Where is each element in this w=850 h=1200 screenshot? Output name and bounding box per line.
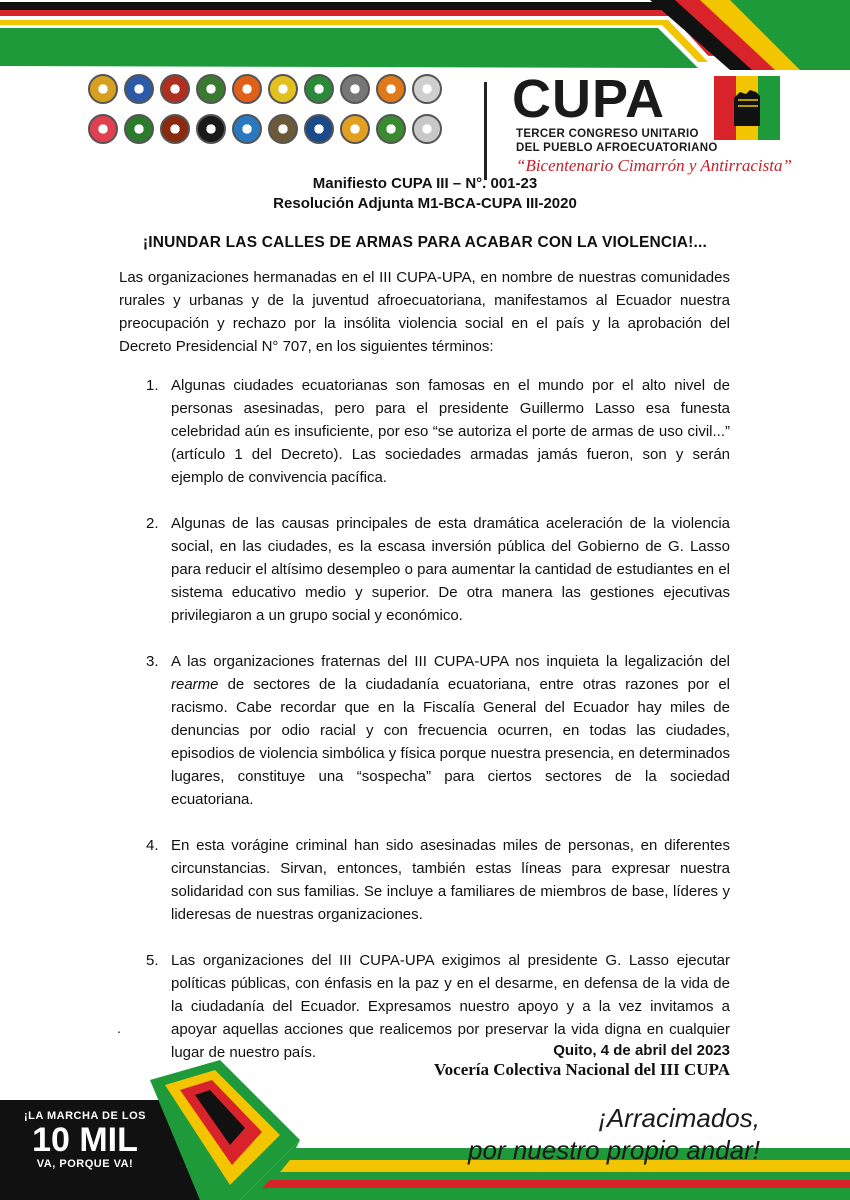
organization-logo-icon xyxy=(268,74,298,104)
organization-logo-icon xyxy=(232,74,262,104)
raised-fist-icon xyxy=(714,76,780,140)
slogan-line-1: ¡Arracimados, xyxy=(598,1103,760,1133)
item-text-before: A las organizaciones fraternas del III CUPA-UPA nos inquieta la legalización del xyxy=(171,653,730,670)
organization-logo-icon xyxy=(376,74,406,104)
cupa-motto: “Bicentenario Cimarrón y Antirracista” xyxy=(516,156,792,175)
marcha-badge xyxy=(10,1110,160,1170)
marcha-line-2: 10 MIL xyxy=(32,1121,138,1159)
signatory: Vocería Colectiva Nacional del III CUPA xyxy=(433,1060,730,1079)
item-number: 4. xyxy=(146,837,159,854)
intro-paragraph: Las organizaciones hermanadas en el III CUPA-UPA, en nombre de nuestras comunidades rurales y urbanas y de la juventud afroecuatoriana, manifestamos al Ecuador nuestra preocupación y rechazo por la insólita violencia social en el país y la aprobación del Decreto Presidencial N° 707, en los siguientes términos: xyxy=(119,269,730,355)
organization-logo-icon xyxy=(124,74,154,104)
organization-logo-icon xyxy=(124,114,154,144)
resolution-list xyxy=(146,374,730,1087)
cupa-subtitle-line2: DEL PUEBLO AFROECUATORIANO xyxy=(516,142,718,154)
item-number: 5. xyxy=(146,952,159,969)
list-item xyxy=(146,650,730,811)
organization-logo-icon xyxy=(196,114,226,144)
reference-line-1: Manifiesto CUPA III – N°. 001-23 xyxy=(312,175,538,192)
footer-slogan xyxy=(440,1102,760,1166)
item-emphasis: rearme xyxy=(171,676,219,693)
stray-dot: . xyxy=(117,1020,121,1036)
reference-line-2: Resolución Adjunta M1-BCA-CUPA III-2020 xyxy=(273,195,577,212)
item-text: Algunas ciudades ecuatorianas son famosas en el mundo por el alto nivel de personas asesinadas, pero para el presidente Guillermo Lasso esa funesta celebridad aún es insuficiente, por eso “se autoriza el porte de armas de uso civil...” (artículo 1 del Decreto). Las sociedades armadas jamás fueron, son y serán ejemplo de convivencia pacífica. xyxy=(171,377,730,486)
document-reference xyxy=(0,174,850,214)
item-text: En esta vorágine criminal han sido asesinadas miles de personas, en diferentes circunstancias. Sirvan, entonces, también estas líneas para expresar nuestra solidaridad con sus familias. Se incluye a familiares de miembros de base, líderes y lideresas de nuestras organizaciones. xyxy=(171,837,730,923)
organization-logo-icon xyxy=(304,114,334,144)
item-text: Las organizaciones del III CUPA-UPA exigimos al presidente G. Lasso ejecutar políticas públicas, con énfasis en la paz y en el desarme, en defensa de la vida de la ciudadanía del Ecuador. Expresamos nuestro apoyo y a la vez invitamos a apoyar aquellas acciones que realicemos por preservar la vida digna en cualquier lugar de nuestro país. xyxy=(171,952,730,1061)
logo-row xyxy=(88,114,460,144)
organization-logo-icon xyxy=(160,114,190,144)
item-number: 2. xyxy=(146,515,159,532)
top-stripes-decoration xyxy=(0,0,850,70)
slogan-line-2: por nuestro propio andar! xyxy=(468,1135,760,1165)
organization-logo-icon xyxy=(88,114,118,144)
organization-logos xyxy=(88,74,460,154)
organization-logo-icon xyxy=(268,114,298,144)
organization-logo-icon xyxy=(376,114,406,144)
organization-logo-icon xyxy=(196,74,226,104)
item-number: 3. xyxy=(146,653,159,670)
headline: ¡INUNDAR LAS CALLES DE ARMAS PARA ACABAR CON LA VIOLENCIA!... xyxy=(142,234,708,251)
organization-logo-icon xyxy=(340,74,370,104)
organization-logo-icon xyxy=(160,74,190,104)
marcha-line-1: ¡LA MARCHA DE LOS xyxy=(24,1110,146,1122)
list-item xyxy=(146,374,730,489)
item-number: 1. xyxy=(146,377,159,394)
item-text: Algunas de las causas principales de esta dramática aceleración de la violencia social, en las ciudades, es la escasa inversión pública del Gobierno de G. Lasso para reducir el altísimo desempleo o para aumentar la cantidad de estudiantes en el sistema educativo medio y superior. De otra manera las gestiones ejecutivas privilegiaron a un grupo social y económico. xyxy=(171,515,730,624)
organization-logo-icon xyxy=(412,74,442,104)
organization-logo-icon xyxy=(232,114,262,144)
cupa-title: CUPA xyxy=(512,69,666,129)
date-line: Quito, 4 de abril del 2023 xyxy=(553,1042,730,1059)
marcha-line-3: VA, PORQUE VA! xyxy=(36,1158,134,1170)
organization-logo-icon xyxy=(412,114,442,144)
item-text-after: de sectores de la ciudadanía ecuatoriana, entre otras razones por el racismo. Cabe recordar que en la Fiscalía General del Ecuador hay miles de denuncias por odio racial y con frecuencia ocurren, en todas las ciudades, episodios de violencia simbólica y física porque nuestra presencia, en determinados lugares, constituye una “sospecha” para ciertos sectores de la sociedad ecuatoriana. xyxy=(171,676,730,808)
logo-row xyxy=(88,74,460,104)
organization-logo-icon xyxy=(340,114,370,144)
organization-logo-icon xyxy=(304,74,334,104)
list-item xyxy=(146,834,730,926)
cupa-subtitle-line1: TERCER CONGRESO UNITARIO xyxy=(516,128,699,140)
organization-logo-icon xyxy=(88,74,118,104)
header-divider xyxy=(484,82,487,180)
list-item xyxy=(146,512,730,627)
cupa-brand xyxy=(512,69,842,182)
